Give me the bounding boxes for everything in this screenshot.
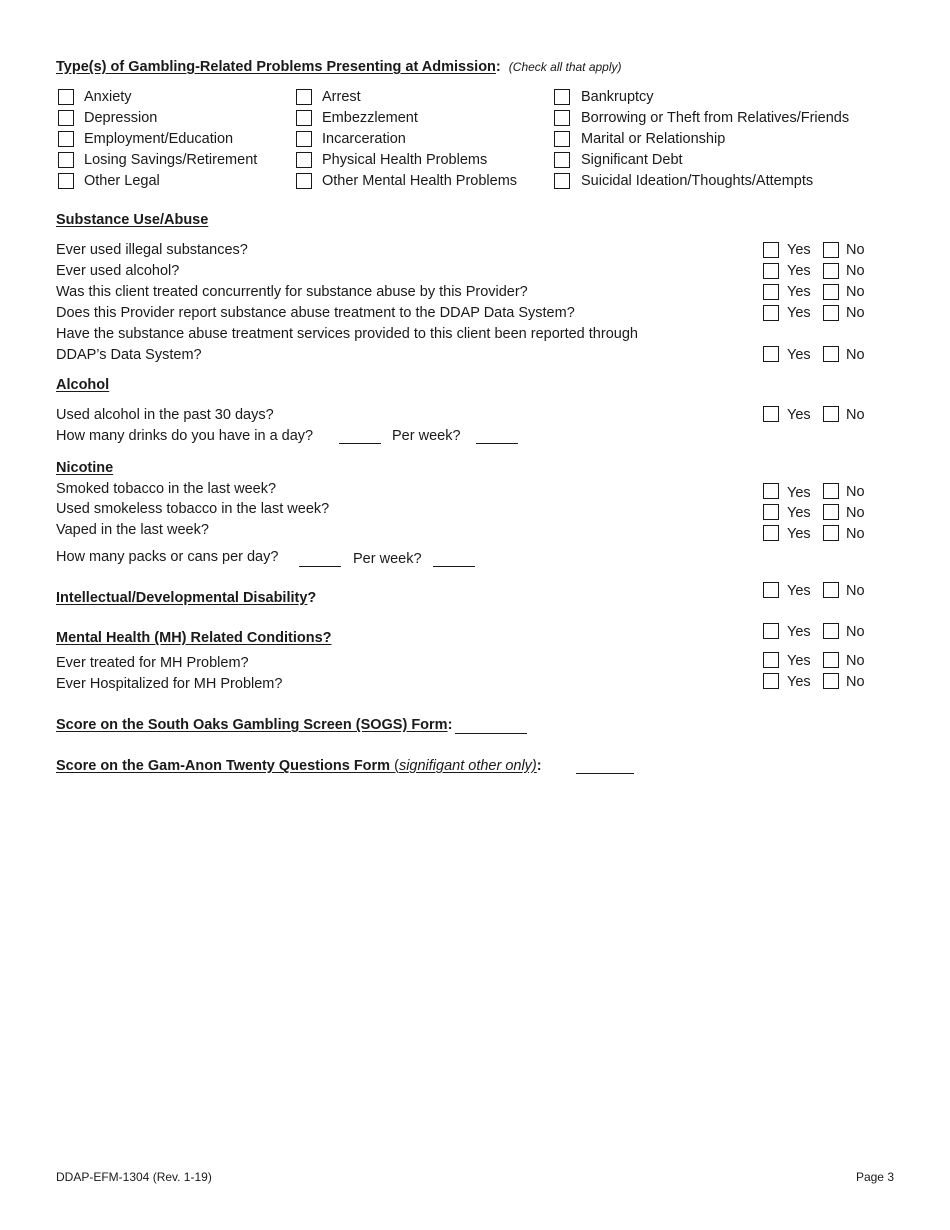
- nicotine-q1-yes-checkbox[interactable]: [763, 483, 779, 499]
- checkbox-incarceration[interactable]: [296, 131, 312, 147]
- checkbox-anxiety[interactable]: [58, 89, 74, 105]
- mh-no-label: No: [846, 624, 865, 640]
- nicotine-q3: Vaped in the last week?: [56, 522, 209, 538]
- substance-q2: Ever used alcohol?: [56, 263, 180, 279]
- checkbox-significant-debt[interactable]: [554, 152, 570, 168]
- idd-yes-label: Yes: [787, 583, 811, 599]
- mh-q2-yes-label: Yes: [787, 674, 811, 690]
- substance-q4-yes-label: Yes: [787, 305, 811, 321]
- gambling-title: Type(s) of Gambling-Related Problems Presenting at Admission: [56, 59, 496, 75]
- idd-heading-qmark: ?: [307, 590, 317, 606]
- gamanon-label: [56, 759, 542, 774]
- idd-no-checkbox[interactable]: [823, 582, 839, 598]
- substance-q4-no-label: No: [846, 305, 865, 321]
- substance-q1: Ever used illegal substances?: [56, 242, 248, 258]
- alcohol-q1: Used alcohol in the past 30 days?: [56, 407, 274, 423]
- footer-page-number: Page 3: [855, 1170, 894, 1184]
- drinks-per-week-field[interactable]: [476, 443, 518, 444]
- substance-q2-yes-checkbox[interactable]: [763, 263, 779, 279]
- mh-q1-yes-checkbox[interactable]: [763, 652, 779, 668]
- alcohol-q1-yes-label: Yes: [787, 407, 811, 423]
- gambling-section-header: [56, 60, 622, 75]
- label-bankruptcy: Bankruptcy: [581, 89, 654, 105]
- idd-yes-checkbox[interactable]: [763, 582, 779, 598]
- footer-form-id: DDAP-EFM-1304 (Rev. 1-19): [56, 1170, 212, 1184]
- substance-q1-no-label: No: [846, 242, 865, 258]
- checkbox-other-mental-health[interactable]: [296, 173, 312, 189]
- checkbox-losing-savings[interactable]: [58, 152, 74, 168]
- substance-q4-yes-checkbox[interactable]: [763, 305, 779, 321]
- substance-q5-line1: Have the substance abuse treatment services provided to this client been reported through: [56, 326, 638, 342]
- mh-no-checkbox[interactable]: [823, 623, 839, 639]
- label-other-mental-health: Other Mental Health Problems: [322, 173, 518, 189]
- label-significant-debt: Significant Debt: [581, 152, 683, 168]
- checkbox-other-legal[interactable]: [58, 173, 74, 189]
- alcohol-q2: How many drinks do you have in a day?: [56, 428, 314, 444]
- sogs-label-colon: :: [447, 717, 453, 733]
- nicotine-q3-no-checkbox[interactable]: [823, 525, 839, 541]
- substance-q4: Does this Provider report substance abuse treatment to the DDAP Data System?: [56, 305, 575, 321]
- label-borrowing-theft: Borrowing or Theft from Relatives/Friends: [581, 110, 850, 126]
- mh-heading: Mental Health (MH) Related Conditions?: [56, 630, 332, 646]
- mh-q1: Ever treated for MH Problem?: [56, 655, 249, 671]
- checkbox-physical-health[interactable]: [296, 152, 312, 168]
- gamanon-open-paren: (: [390, 758, 399, 774]
- nicotine-q3-yes-checkbox[interactable]: [763, 525, 779, 541]
- substance-q3-yes-label: Yes: [787, 284, 811, 300]
- packs-per-day-field[interactable]: [299, 566, 341, 567]
- mh-q1-no-checkbox[interactable]: [823, 652, 839, 668]
- substance-q1-no-checkbox[interactable]: [823, 242, 839, 258]
- gamanon-colon: :: [536, 758, 542, 774]
- substance-q5-yes-label: Yes: [787, 347, 811, 363]
- mh-yes-checkbox[interactable]: [763, 623, 779, 639]
- idd-heading-text: Intellectual/Developmental Disability: [56, 590, 308, 606]
- nicotine-heading: Nicotine: [56, 460, 114, 476]
- checkbox-marital-relationship[interactable]: [554, 131, 570, 147]
- checkbox-employment-education[interactable]: [58, 131, 74, 147]
- nicotine-q2-yes-label: Yes: [787, 505, 811, 521]
- substance-q5-no-label: No: [846, 347, 865, 363]
- mh-q2: Ever Hospitalized for MH Problem?: [56, 676, 283, 692]
- gamanon-label-text: Score on the Gam-Anon Twenty Questions Form: [56, 758, 391, 774]
- alcohol-q1-no-label: No: [846, 407, 865, 423]
- substance-q2-yes-label: Yes: [787, 263, 811, 279]
- label-physical-health: Physical Health Problems: [322, 152, 488, 168]
- substance-q3-no-label: No: [846, 284, 865, 300]
- gamanon-note: signifigant other only): [398, 758, 537, 774]
- checkbox-borrowing-theft[interactable]: [554, 110, 570, 126]
- checkbox-bankruptcy[interactable]: [554, 89, 570, 105]
- alcohol-heading: Alcohol: [56, 377, 110, 393]
- label-anxiety: Anxiety: [84, 89, 132, 105]
- gamanon-label-underlined: [56, 758, 537, 774]
- label-employment-education: Employment/Education: [84, 131, 234, 147]
- sogs-label-text: Score on the South Oaks Gambling Screen (SOGS) Form: [56, 717, 448, 733]
- label-losing-savings: Losing Savings/Retirement: [84, 152, 258, 168]
- substance-q2-no-checkbox[interactable]: [823, 263, 839, 279]
- substance-q3-no-checkbox[interactable]: [823, 284, 839, 300]
- nicotine-q3-no-label: No: [846, 526, 865, 542]
- substance-q3: Was this client treated concurrently for substance abuse by this Provider?: [56, 284, 528, 300]
- mh-q2-yes-checkbox[interactable]: [763, 673, 779, 689]
- mh-q1-no-label: No: [846, 653, 865, 669]
- label-embezzlement: Embezzlement: [322, 110, 418, 126]
- substance-q1-yes-checkbox[interactable]: [763, 242, 779, 258]
- mh-q1-yes-label: Yes: [787, 653, 811, 669]
- substance-q2-no-label: No: [846, 263, 865, 279]
- label-incarceration: Incarceration: [322, 131, 406, 147]
- label-suicidal-ideation: Suicidal Ideation/Thoughts/Attempts: [581, 173, 814, 189]
- nicotine-q1-no-checkbox[interactable]: [823, 483, 839, 499]
- label-other-legal: Other Legal: [84, 173, 160, 189]
- nicotine-q1-yes-label: Yes: [787, 485, 811, 501]
- substance-q5-no-checkbox[interactable]: [823, 346, 839, 362]
- nicotine-q2-yes-checkbox[interactable]: [763, 504, 779, 520]
- substance-q5-line2: DDAP’s Data System?: [56, 347, 202, 363]
- alcohol-per-week-label: Per week?: [392, 428, 461, 444]
- mh-q2-no-label: No: [846, 674, 865, 690]
- substance-q3-yes-checkbox[interactable]: [763, 284, 779, 300]
- substance-heading: Substance Use/Abuse: [56, 212, 209, 228]
- substance-q5-yes-checkbox[interactable]: [763, 346, 779, 362]
- nicotine-q2-no-label: No: [846, 505, 865, 521]
- checkbox-embezzlement[interactable]: [296, 110, 312, 126]
- nicotine-q2: Used smokeless tobacco in the last week?: [56, 501, 330, 517]
- mh-q2-no-checkbox[interactable]: [823, 673, 839, 689]
- packs-per-week-field[interactable]: [433, 566, 475, 567]
- idd-heading: [56, 591, 316, 606]
- gamanon-score-field[interactable]: [576, 773, 634, 774]
- nicotine-q2-no-checkbox[interactable]: [823, 504, 839, 520]
- checkbox-arrest[interactable]: [296, 89, 312, 105]
- nicotine-q3-yes-label: Yes: [787, 526, 811, 542]
- drinks-per-day-field[interactable]: [339, 443, 381, 444]
- checkbox-suicidal-ideation[interactable]: [554, 173, 570, 189]
- alcohol-q1-yes-checkbox[interactable]: [763, 406, 779, 422]
- checkbox-depression[interactable]: [58, 110, 74, 126]
- mh-yes-label: Yes: [787, 624, 811, 640]
- sogs-score-field[interactable]: [455, 733, 527, 734]
- label-depression: Depression: [84, 110, 158, 126]
- substance-q1-yes-label: Yes: [787, 242, 811, 258]
- substance-q4-no-checkbox[interactable]: [823, 305, 839, 321]
- nicotine-q1-no-label: No: [846, 484, 865, 500]
- nicotine-q4: How many packs or cans per day?: [56, 549, 279, 565]
- idd-no-label: No: [846, 583, 865, 599]
- gambling-instruction: (Check all that apply): [508, 60, 622, 74]
- gambling-title-colon: :: [495, 59, 501, 75]
- sogs-label: [56, 718, 452, 733]
- nicotine-per-week-label: Per week?: [353, 551, 422, 567]
- label-arrest: Arrest: [322, 89, 361, 105]
- alcohol-q1-no-checkbox[interactable]: [823, 406, 839, 422]
- label-marital-relationship: Marital or Relationship: [581, 131, 726, 147]
- nicotine-q1: Smoked tobacco in the last week?: [56, 481, 277, 497]
